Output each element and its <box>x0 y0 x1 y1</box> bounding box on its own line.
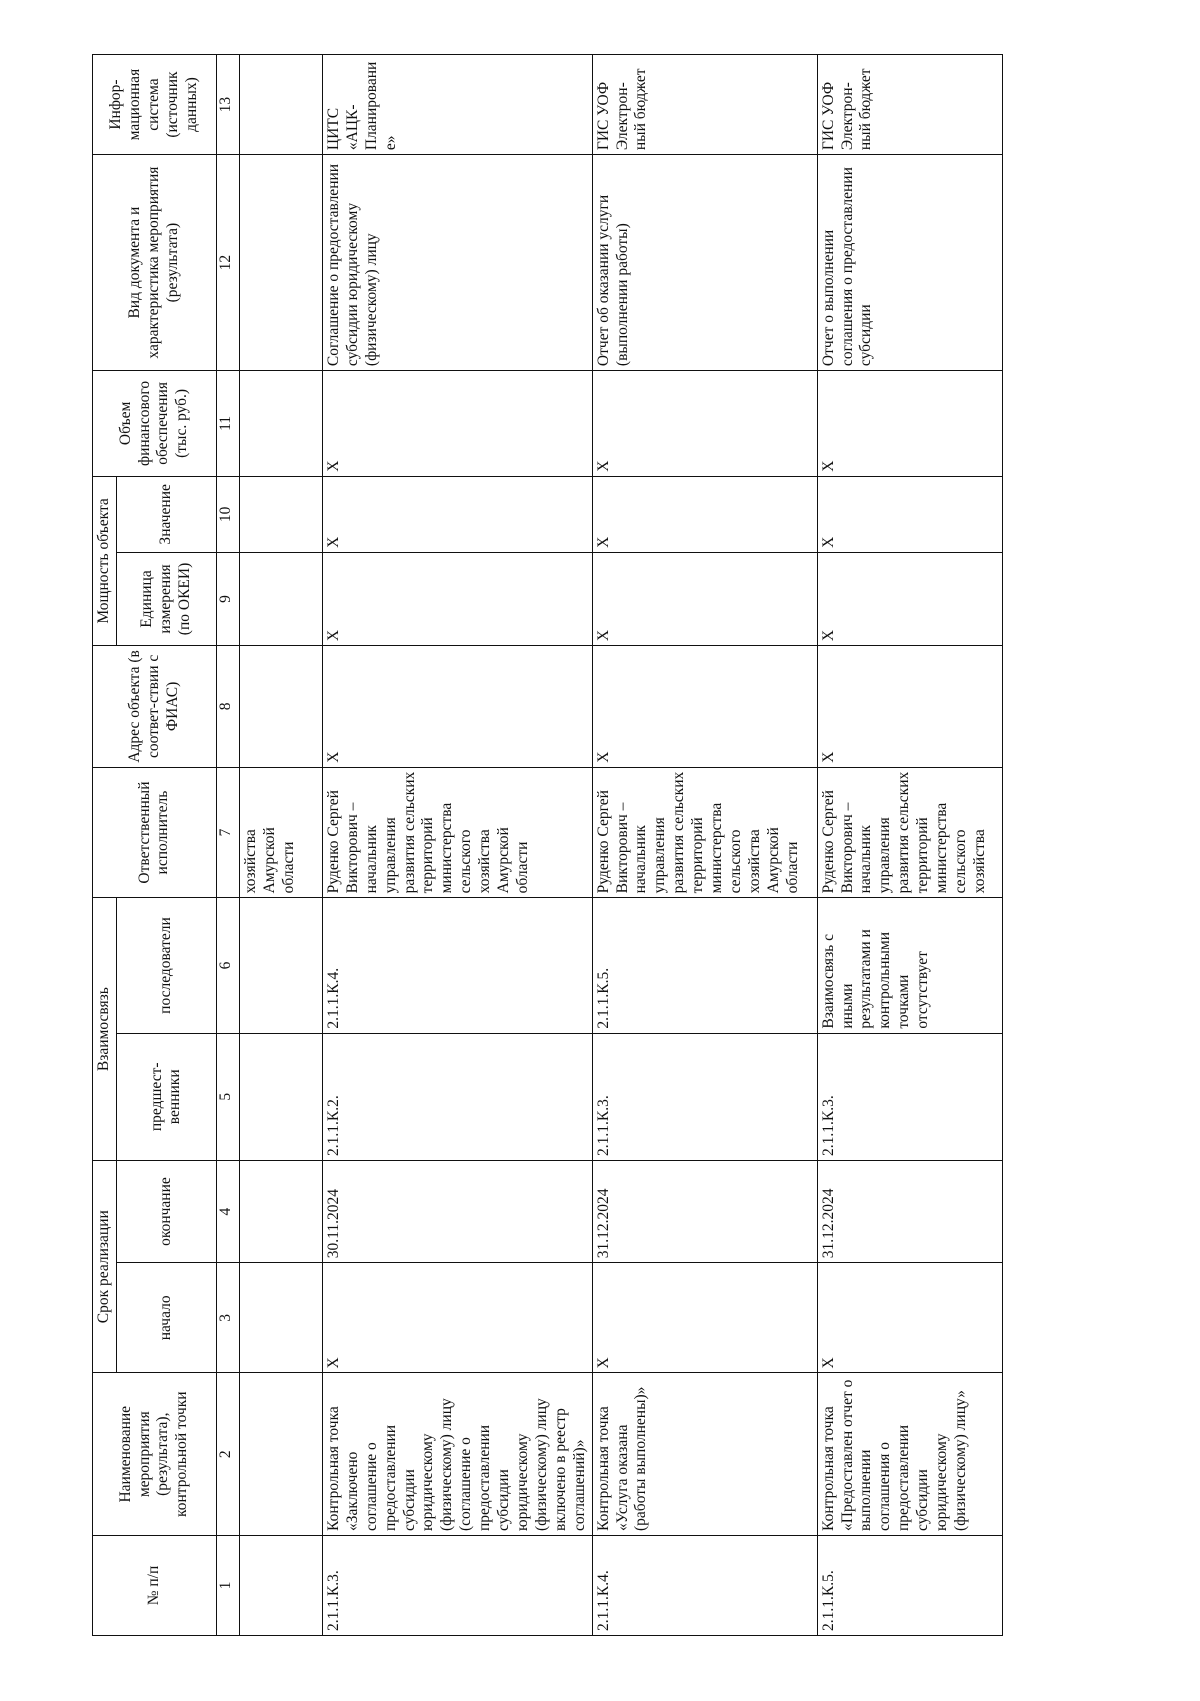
header-relation: Взаимосвязь <box>93 898 117 1161</box>
row-executor: Руденко Сергей Викторович – начальник управления развития сельских территорий министерства сельского хозяйства Амурской области <box>592 767 817 898</box>
row-address: X <box>592 646 817 768</box>
table-row <box>322 55 592 1636</box>
header-term: Срок реализации <box>93 1160 117 1373</box>
row-value: X <box>817 476 1002 552</box>
column-number-row <box>216 55 239 1636</box>
row-name: Контрольная точка «Услуга оказана (работы выполнены)» <box>592 1373 817 1536</box>
row-end: 31.12.2024 <box>592 1160 817 1262</box>
table-cell <box>239 1263 322 1373</box>
header-predecessors: предшест-венники <box>116 1033 216 1160</box>
row-finance: X <box>592 371 817 477</box>
header-value: Значение <box>116 476 216 552</box>
column-number: 8 <box>216 646 239 768</box>
continuation-row <box>239 55 322 1636</box>
row-document: Отчет о выполнении соглашения о предоставлении субсидии <box>817 155 1002 371</box>
row-address: X <box>817 646 1002 768</box>
column-number: 12 <box>216 155 239 371</box>
row-unit: X <box>817 552 1002 645</box>
table-cell <box>239 1373 322 1536</box>
row-value: X <box>592 476 817 552</box>
row-system: ЦИТС «АЦК-Планирование» <box>322 55 592 155</box>
row-number: 2.1.1.К.3. <box>322 1535 592 1635</box>
column-number: 9 <box>216 552 239 645</box>
table-cell <box>239 898 322 1033</box>
row-unit: X <box>592 552 817 645</box>
table-cell <box>239 476 322 552</box>
header-address: Адрес объекта (в соответ-ствии с ФИАС) <box>93 646 217 768</box>
column-number: 5 <box>216 1033 239 1160</box>
header-unit: Единица измерения (по ОКЕИ) <box>116 552 216 645</box>
row-predecessors: 2.1.1.К.3. <box>817 1033 1002 1160</box>
table-cell <box>239 646 322 768</box>
row-predecessors: 2.1.1.К.2. <box>322 1033 592 1160</box>
table-cell <box>239 1160 322 1262</box>
row-end: 30.11.2024 <box>322 1160 592 1262</box>
header-executor: Ответственный исполнитель <box>93 767 217 898</box>
table-cell <box>239 552 322 645</box>
header-num: № п/п <box>93 1535 217 1635</box>
row-executor: Руденко Сергей Викторович – начальник управления развития сельских территорий министерства сельского хозяйства <box>817 767 1002 898</box>
header-system: Инфор-мационная система (источник данных) <box>93 55 217 155</box>
row-number: 2.1.1.К.5. <box>817 1535 1002 1635</box>
row-finance: X <box>817 371 1002 477</box>
executor-cell: хозяйства Амурской области <box>239 767 322 898</box>
column-number: 7 <box>216 767 239 898</box>
row-name: Контрольная точка «Предоставлен отчет о выполнении соглашения о предоставлении субсидии юридическому (физическому) лицу» <box>817 1373 1002 1536</box>
header-row-1 <box>93 55 117 1636</box>
header-capacity: Мощность объекта <box>93 476 117 645</box>
row-successors: 2.1.1.К.5. <box>592 898 817 1033</box>
table-cell <box>239 55 322 155</box>
row-finance: X <box>322 371 592 477</box>
row-number: 2.1.1.К.4. <box>592 1535 817 1635</box>
table-row <box>817 55 1002 1636</box>
column-number: 10 <box>216 476 239 552</box>
column-number: 2 <box>216 1373 239 1536</box>
column-number: 1 <box>216 1535 239 1635</box>
column-number: 3 <box>216 1263 239 1373</box>
row-start: X <box>817 1263 1002 1373</box>
row-executor: Руденко Сергей Викторович – начальник управления развития сельских территорий министерства сельского хозяйства Амурской области <box>322 767 592 898</box>
row-system: ГИС УОФ Электрон-ный бюджет <box>817 55 1002 155</box>
row-system: ГИС УОФ Электрон-ный бюджет <box>592 55 817 155</box>
row-start: X <box>592 1263 817 1373</box>
plan-table <box>92 54 1003 1636</box>
column-number: 6 <box>216 898 239 1033</box>
table-cell <box>239 1535 322 1635</box>
row-unit: X <box>322 552 592 645</box>
header-start: начало <box>116 1263 216 1373</box>
header-name: Наименование мероприятия (результата), контрольной точки <box>93 1373 217 1536</box>
row-successors: 2.1.1.К.4. <box>322 898 592 1033</box>
row-document: Соглашение о предоставлении субсидии юридическому (физическому) лицу <box>322 155 592 371</box>
row-end: 31.12.2024 <box>817 1160 1002 1262</box>
table-cell <box>239 155 322 371</box>
row-value: X <box>322 476 592 552</box>
row-document: Отчет об оказании услуги (выполнении работы) <box>592 155 817 371</box>
column-number: 13 <box>216 55 239 155</box>
row-start: X <box>322 1263 592 1373</box>
header-end: окончание <box>116 1160 216 1262</box>
table-row <box>592 55 817 1636</box>
column-number: 4 <box>216 1160 239 1262</box>
table-cell <box>239 1033 322 1160</box>
column-number: 11 <box>216 371 239 477</box>
row-predecessors: 2.1.1.К.3. <box>592 1033 817 1160</box>
header-successors: последователи <box>116 898 216 1033</box>
row-successors: Взаимосвязь с иными результатами и контрольными точками отсутствует <box>817 898 1002 1033</box>
header-finance: Объем финансового обеспечения (тыс. руб.) <box>93 371 217 477</box>
row-name: Контрольная точка «Заключено соглашение о предоставлении субсидии юридическому (физическому) лицу (соглашение о предоставлении субсидии юридическому (физическому) лицу включено в реестр соглашений)» <box>322 1373 592 1536</box>
row-address: X <box>322 646 592 768</box>
table-cell <box>239 371 322 477</box>
header-doc: Вид документа и характеристика мероприятия (результата) <box>93 155 217 371</box>
